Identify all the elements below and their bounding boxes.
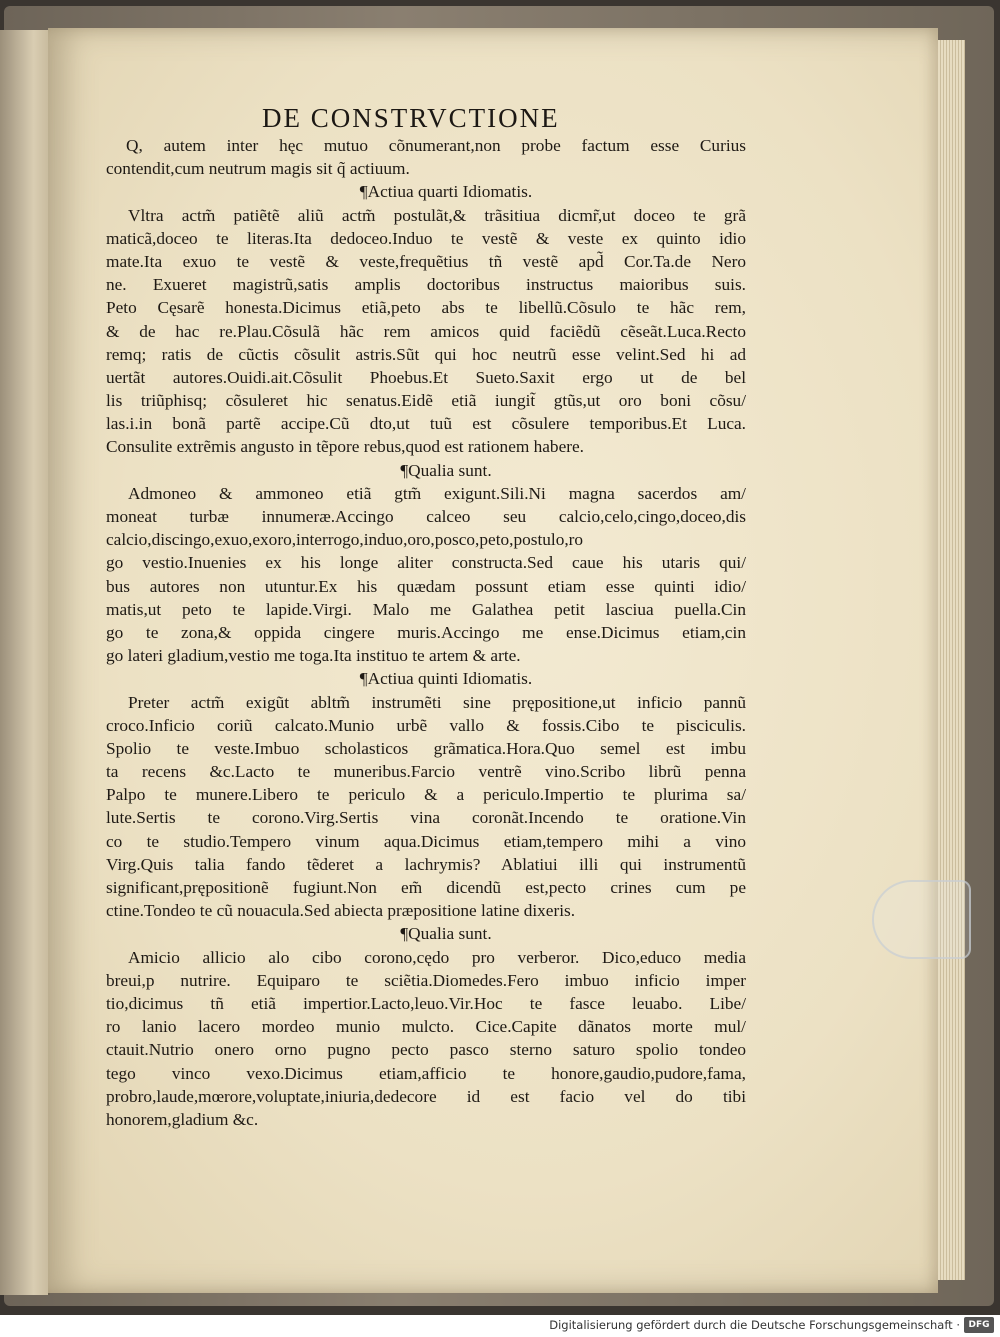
text-line: bus autores non utuntur.Ex his quædam possunt etiam esse quinti idio/ — [106, 576, 746, 596]
text-line: Virg.Quis talia fando tẽderet a lachrymis? Ablatiui illi qui instrumentũ — [106, 854, 746, 874]
text-line: Amicio allicio alo cibo corono,cędo pro verberor. Dico,educo media — [128, 947, 746, 967]
text-line: breui,p nutrire. Equiparo te sciẽtia.Diomedes.Fero imbuo inficio imper — [106, 970, 746, 990]
text-line: honorem,gladium &c. — [106, 1109, 259, 1129]
footer-bar — [0, 1315, 1000, 1337]
text-line: Q, autem inter hęc mutuo cõnumerant,non probe factum esse Curius — [126, 136, 746, 155]
funding-credit: Digitalisierung gefördert durch die Deutsche Forschungsgemeinschaft · — [549, 1318, 960, 1332]
text-line: ctine.Tondeo te cũ nouacula.Sed abiecta præpositione latine dixeris. — [106, 901, 576, 921]
section-rubric: ¶Actiua quarti Idiomatis. — [359, 182, 533, 202]
text-line: croco.Inficio coriũ calcato.Munio urbẽ vallo & fossis.Cibo te pisciculis. — [106, 715, 746, 735]
text-line: Admoneo & ammoneo etiã gtm̃ exigunt.Sili.Ni magna sacerdos am/ — [128, 483, 746, 503]
text-line: contendit,cum neutrum magis sit q̃ actiuum. — [106, 159, 410, 179]
text-line: Preter actm̃ exigũt abltm̃ instrumẽti sine prępositione,ut inficio pannũ — [128, 692, 746, 712]
text-line: calcio,discingo,exuo,exoro,interrogo,induo,oro,posco,peto,postulo,ro — [106, 530, 584, 550]
text-line: co te studio.Tempero vinum aqua.Dicimus etiam,tempero mihi a vino — [106, 831, 746, 851]
text-line: ne. Exueret magistrũ,satis amplis doctoribus instructus maioribus suis. — [106, 275, 746, 295]
text-line: Consulite extrẽmis angusto in tẽpore rebus,quod est rationem habere. — [106, 437, 584, 457]
text-line: las.i.in bonã partẽ accipe.Cũ dto,ut tuũ est cõsulere temporibus.Et Luca. — [106, 414, 746, 434]
facing-page-edge — [0, 30, 50, 1295]
section-rubric: ¶Actiua quinti Idiomatis. — [359, 669, 533, 689]
text-line: Peto Cęsarẽ honesta.Dicimus etiã,peto abs te libellũ.Cõsulo te hãc rem, — [106, 298, 746, 318]
text-line: uertãt autores.Ouidi.ait.Cõsulit Phoebus.Et Sueto.Saxit ergo ut de bel — [106, 367, 746, 387]
text-line: probro,laude,mœrore,voluptate,iniuria,dedecore id est facio vel do tibi — [106, 1086, 746, 1106]
text-line: tio,dicimus tñ etiã impertior.Lacto,leuo.Vir.Hoc te fasce leuabo. Libe/ — [106, 993, 746, 1013]
text-line: ta recens &c.Lacto te muneribus.Farcio ventrẽ vino.Scribo librũ penna — [106, 762, 746, 782]
text-line: remq; ratis de cũctis cõsulit astris.Sũt qui hoc neutrũ esse velint.Sed hi ad — [106, 344, 746, 364]
text-line: go vestio.Inuenies ex his longe aliter constructa.Sed caue his utaris qui/ — [106, 553, 746, 573]
text-line: significant,prępositionẽ fugiunt.Non em̃ dicendũ est,pecto crines cum pe — [106, 878, 746, 897]
text-line: Palpo te munere.Libero te periculo & a periculo.Impertio te plurima sa/ — [106, 785, 746, 805]
page-clip — [872, 880, 971, 959]
text-line: lis triũphisq; cõsuleret hic senatus.Eidẽ etiã iungit̃ gtũs,ut oro boni cõsu/ — [106, 391, 746, 411]
text-line: lute.Sertis te corono.Virg.Sertis vina coronãt.Incendo te oratione.Vin — [106, 808, 746, 828]
page-stack-edge — [935, 40, 965, 1280]
text-line: matis,ut peto te lapide.Virgi. Malo me Galathea petit lasciua puella.Cin — [106, 599, 746, 619]
text-block — [106, 134, 746, 1131]
text-line: maticã,doceo te literas.Ita dedoceo.Induo te vestẽ & veste ex quinto idio — [106, 228, 746, 248]
text-line: moneat turbæ innumeræ.Accingo calceo seu calcio,celo,cingo,doceo,dis — [106, 507, 746, 526]
dfg-logo: DFG — [964, 1317, 994, 1333]
text-line: go lateri gladium,vestio me toga.Ita instituo te artem & arte. — [106, 646, 521, 666]
text-line: tego vinco vexo.Dicimus etiam,afficio te honore,gaudio,pudore,fama, — [106, 1063, 746, 1083]
page-heading: DE CONSTRVCTIONE — [262, 103, 560, 133]
text-line: ro lanio lacero mordeo munio mulcto. Cice.Capite dãnatos morte mul/ — [106, 1017, 746, 1037]
text-line: mate.Ita exuo te vestẽ & veste,frequẽtius tñ vestẽ apd̃ Cor.Ta.de Nero — [106, 251, 746, 271]
text-line: Vltra actm̃ patiẽtẽ aliũ actm̃ postulãt,& trãsitiua dicmr̃,ut doceo te grã — [128, 205, 746, 225]
section-rubric: ¶Qualia sunt. — [400, 924, 492, 944]
text-line: & de hac re.Plau.Cõsulã hãc rem amicos quid faciẽdũ cẽseãt.Luca.Recto — [106, 321, 746, 341]
text-line: ctauit.Nutrio onero orno pugno pecto pasco sterno saturo spolio tondeo — [106, 1040, 746, 1060]
text-line: go te zona,& oppida cingere muris.Accingo me ense.Dicimus etiam,cin — [106, 622, 746, 642]
section-rubric: ¶Qualia sunt. — [400, 460, 492, 480]
text-line: Spolio te veste.Imbuo scholasticos grãmatica.Hora.Quo semel est imbu — [106, 738, 746, 758]
